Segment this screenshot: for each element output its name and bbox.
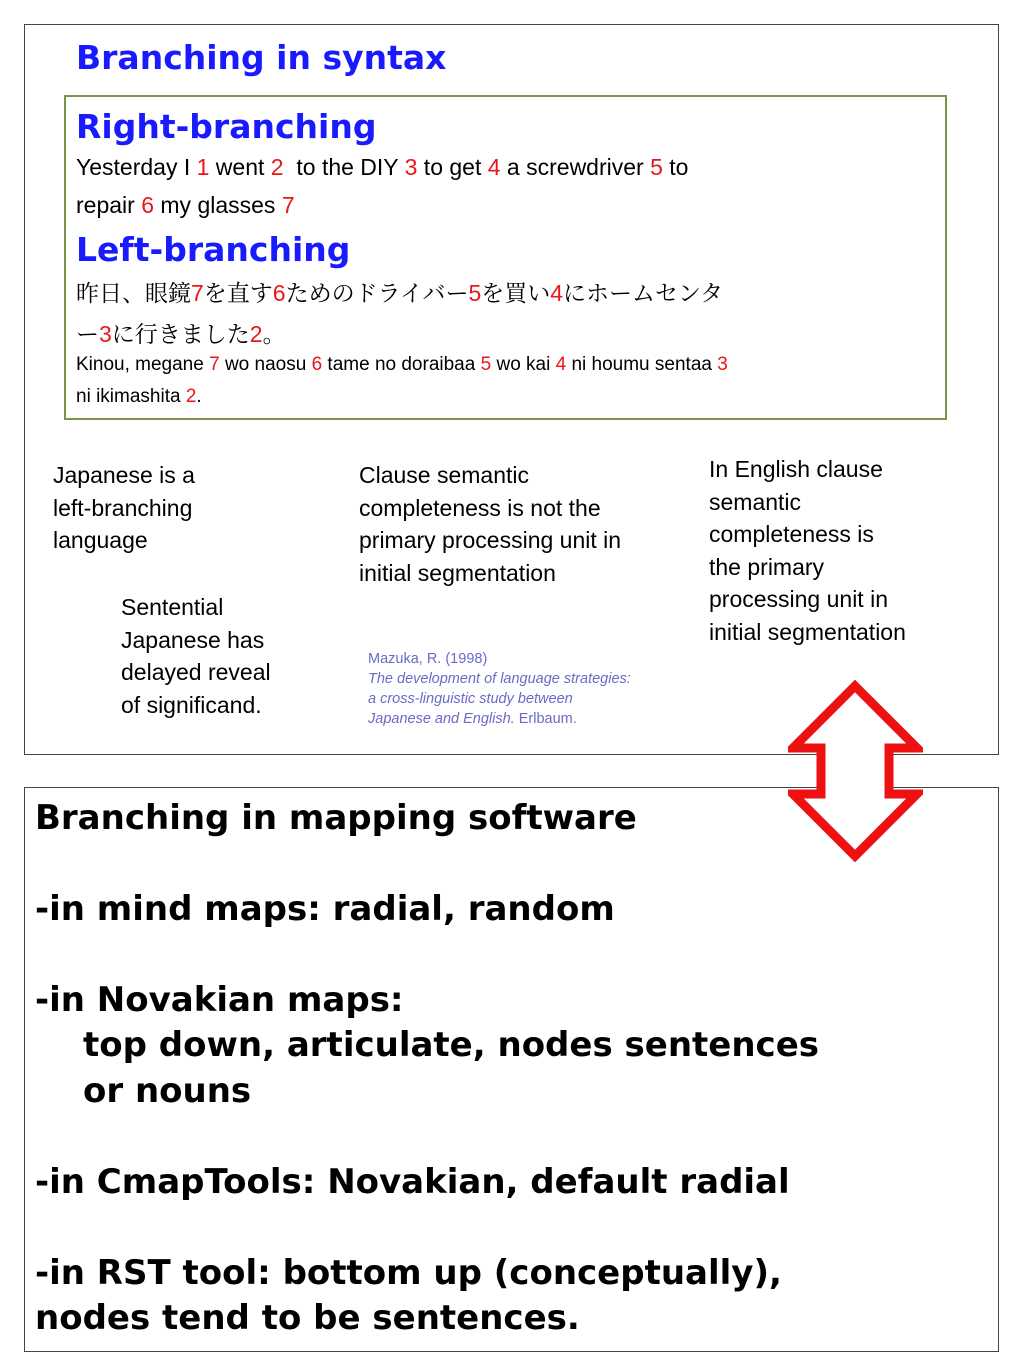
position-number: 4 xyxy=(555,354,567,375)
position-number: 2 xyxy=(185,386,197,407)
sentence-text: tame no doraibaa xyxy=(322,354,481,375)
position-number: 4 xyxy=(550,280,564,306)
position-number: 6 xyxy=(141,192,154,218)
rst-tool-detail: nodes tend to be sentences. xyxy=(35,1298,580,1338)
citation xyxy=(368,649,631,729)
position-number: 5 xyxy=(480,354,492,375)
position-number: 3 xyxy=(717,354,728,375)
sentence-text: a screwdriver xyxy=(500,154,651,180)
sentence-text: to get xyxy=(417,154,488,180)
note-clause-completeness: Clause semantic completeness is not the primary processing unit in initial segmentation xyxy=(359,462,622,586)
slide-title: Branching in syntax xyxy=(76,38,447,77)
sentence-text: 。 xyxy=(262,321,286,347)
branching-examples-box xyxy=(64,95,947,420)
position-number: 7 xyxy=(209,354,220,375)
sentence-text: to the DIY xyxy=(283,154,405,180)
mind-maps-item: -in mind maps: radial, random xyxy=(35,889,615,929)
sentence-text: wo naosu xyxy=(219,354,312,375)
position-number: 5 xyxy=(650,154,663,180)
sentence-text: 昨日、眼鏡 xyxy=(76,280,191,306)
right-branching-heading: Right-branching xyxy=(76,107,377,146)
position-number: 7 xyxy=(281,192,295,218)
citation-title: a cross-linguistic study between xyxy=(368,691,573,707)
position-number: 6 xyxy=(272,280,286,306)
sentence-text: went xyxy=(209,154,271,180)
mapping-title: Branching in mapping software xyxy=(35,798,637,838)
syntax-panel xyxy=(24,24,999,755)
sentence-text: ためのドライバー xyxy=(285,280,469,306)
sentence-text: に行きました xyxy=(111,321,250,347)
position-number: 6 xyxy=(311,354,323,375)
left-branching-heading: Left-branching xyxy=(76,230,351,269)
position-number: 7 xyxy=(191,280,204,306)
sentence-text: を直す xyxy=(203,280,273,306)
japanese-sentence-line xyxy=(76,316,286,349)
rst-tool-item: -in RST tool: bottom up (conceptually), xyxy=(35,1253,782,1293)
position-number: 3 xyxy=(99,321,112,347)
citation-title: The development of language strategies: xyxy=(368,671,631,687)
sentence-text: にホームセンタ xyxy=(563,280,724,306)
sentence-text: my glasses xyxy=(154,192,282,218)
japanese-sentence-line xyxy=(76,275,723,308)
sentence-text: repair xyxy=(76,192,142,218)
novakian-maps-detail: or nouns xyxy=(83,1071,252,1111)
position-number: 3 xyxy=(404,154,418,180)
sentence-text: ni houmu sentaa xyxy=(566,354,718,375)
double-arrow-vertical-icon xyxy=(788,680,923,862)
position-number: 5 xyxy=(468,280,482,306)
note-english-clause: In English clause semantic completeness is the primary processing unit in initial segmentation xyxy=(709,456,906,645)
sentence-text: を買い xyxy=(481,280,551,306)
position-number: 4 xyxy=(487,154,501,180)
sentence-text: . xyxy=(196,386,202,407)
romaji-sentence-line xyxy=(76,354,728,376)
citation-author: Mazuka, R. (1998) xyxy=(368,651,488,667)
mapping-software-panel xyxy=(24,787,999,1352)
sentence-text: to xyxy=(662,154,689,180)
position-number: 2 xyxy=(270,154,284,180)
citation-title-end: Japanese and English. Erlbaum. xyxy=(368,711,577,727)
cmaptools-item: -in CmapTools: Novakian, default radial xyxy=(35,1162,790,1202)
sentence-text: Kinou, megane xyxy=(76,354,210,375)
novakian-maps-item: -in Novakian maps: xyxy=(35,980,404,1020)
position-number: 1 xyxy=(196,154,210,180)
novakian-maps-detail: top down, articulate, nodes sentences xyxy=(83,1025,819,1065)
sentence-text: ー xyxy=(76,321,99,347)
note-japanese-left-branching: Japanese is a left-branching language xyxy=(53,462,195,553)
sentence-text: wo kai xyxy=(491,354,556,375)
position-number: 2 xyxy=(249,321,263,347)
note-sentential-japanese: Sentential Japanese has delayed reveal of significand. xyxy=(121,594,271,718)
sentence-text: Yesterday I xyxy=(76,154,197,180)
right-branching-sentence-line xyxy=(76,192,295,219)
right-branching-sentence-line xyxy=(76,154,688,181)
romaji-sentence-line xyxy=(76,386,202,408)
sentence-text: ni ikimashita xyxy=(76,386,186,407)
